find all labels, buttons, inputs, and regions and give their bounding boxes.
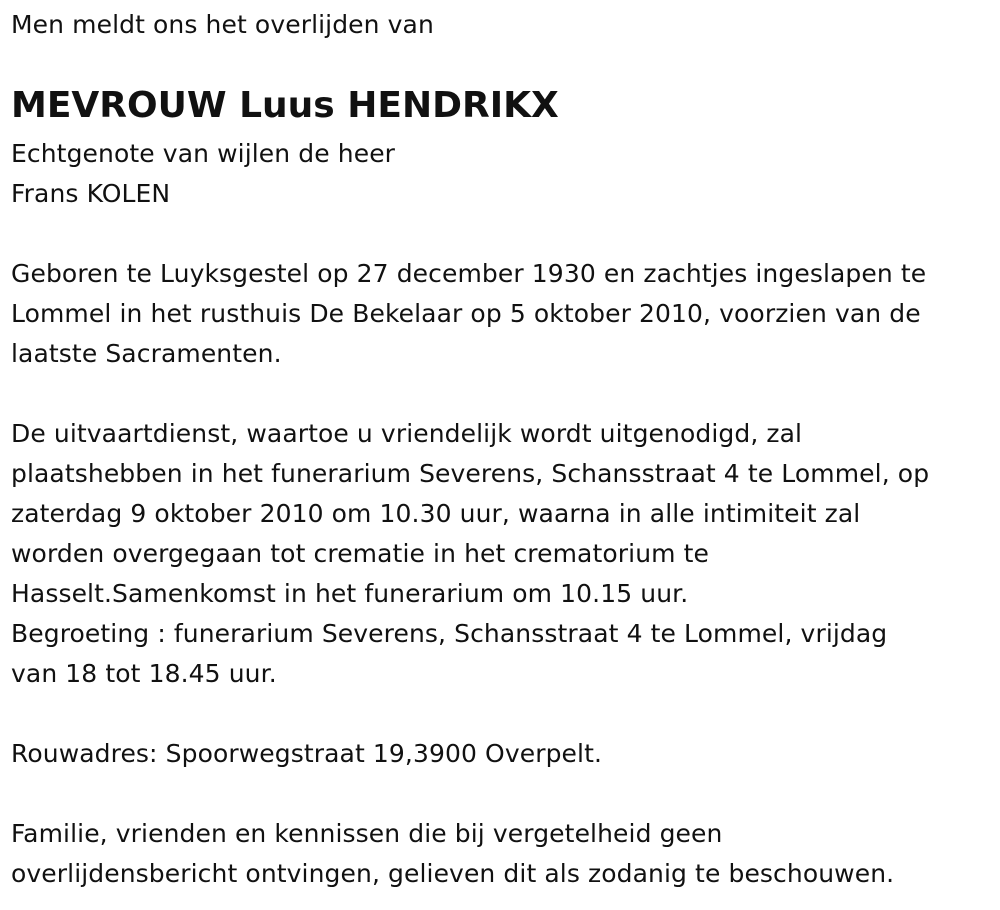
deceased-name: MEVROUW Luus HENDRIKX xyxy=(11,85,559,126)
service-line: Hasselt.Samenkomst in het funerarium om 10.15 uur. xyxy=(11,579,689,608)
birth-line: laatste Sacramenten. xyxy=(11,339,282,368)
closing-line: Familie, vrienden en kennissen die bij vergetelheid geen xyxy=(11,819,723,848)
service-line: De uitvaartdienst, waartoe u vriendelijk wordt uitgenodigd, zal xyxy=(11,419,803,448)
service-line: zaterdag 9 oktober 2010 om 10.30 uur, waarna in alle intimiteit zal xyxy=(11,499,861,528)
mourning-address: Rouwadres: Spoorwegstraat 19,3900 Overpelt. xyxy=(11,739,603,768)
birth-line: Geboren te Luyksgestel op 27 december 1930 en zachtjes ingeslapen te xyxy=(11,259,927,288)
service-line: Begroeting : funerarium Severens, Schansstraat 4 te Lommel, vrijdag xyxy=(11,619,888,648)
spouse-line: Frans KOLEN xyxy=(11,179,171,208)
service-line: van 18 tot 18.45 uur. xyxy=(11,659,277,688)
spouse-line: Echtgenote van wijlen de heer xyxy=(11,139,396,168)
closing-line: overlijdensbericht ontvingen, gelieven dit als zodanig te beschouwen. xyxy=(11,859,895,888)
service-line: plaatshebben in het funerarium Severens, Schansstraat 4 te Lommel, op xyxy=(11,459,930,488)
service-line: worden overgegaan tot crematie in het crematorium te xyxy=(11,539,710,568)
birth-line: Lommel in het rusthuis De Bekelaar op 5 oktober 2010, voorzien van de xyxy=(11,299,921,328)
intro-text: Men meldt ons het overlijden van xyxy=(11,10,434,39)
